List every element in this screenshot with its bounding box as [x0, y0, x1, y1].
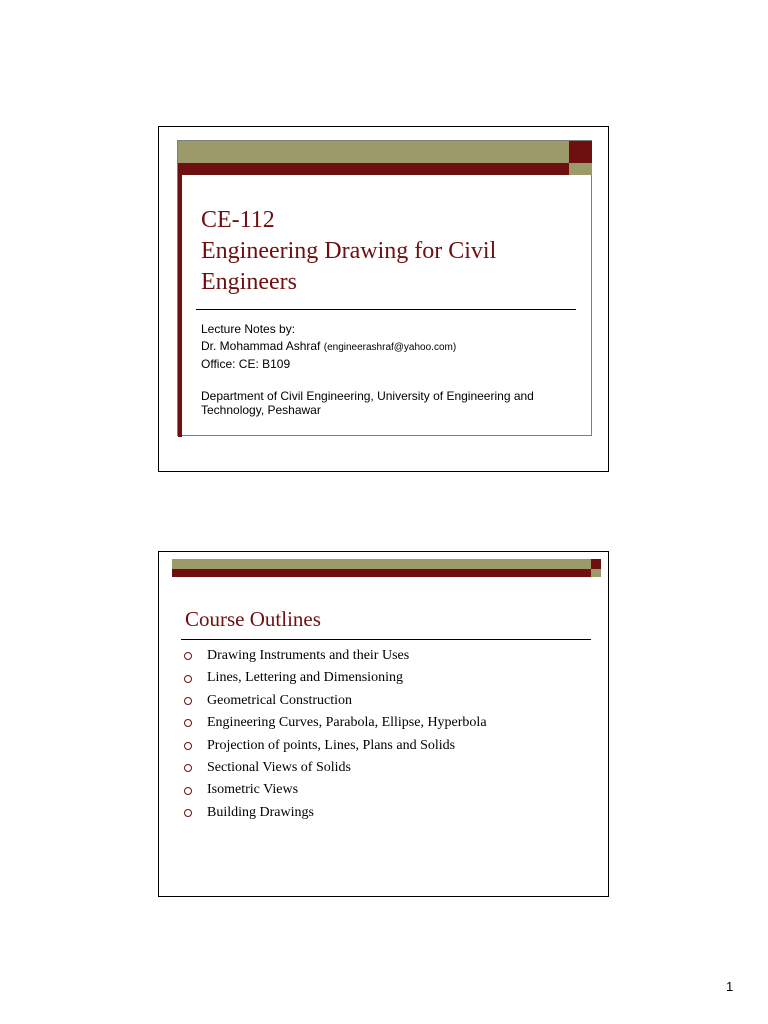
list-item	[184, 757, 487, 779]
header-olive-bar	[172, 559, 591, 569]
list-item	[184, 712, 487, 734]
slide-course-outlines	[158, 551, 609, 897]
list-item-text: Building Drawings	[207, 804, 314, 820]
list-item	[184, 667, 487, 689]
corner-olive-square	[569, 163, 592, 175]
author-line	[201, 338, 581, 356]
hollow-circle-icon	[184, 809, 192, 817]
slide-title	[158, 126, 609, 472]
corner-olive-square	[591, 569, 601, 577]
corner-maroon-square	[591, 559, 601, 569]
list-item	[184, 802, 487, 824]
department-text: Department of Civil Engineering, University of Engineering and Technology, Peshawar	[201, 389, 534, 417]
course-name-line-1: Engineering Drawing for Civil	[201, 238, 497, 264]
heading-divider	[181, 639, 591, 640]
author-info	[201, 321, 581, 373]
list-item-text: Isometric Views	[207, 782, 299, 798]
list-item-text: Geometrical Construction	[207, 692, 353, 708]
course-code: CE-112	[201, 207, 275, 233]
list-item-text: Engineering Curves, Parabola, Ellipse, Hyperbola	[207, 715, 487, 731]
course-title	[201, 205, 561, 298]
list-item-text: Sectional Views of Solids	[207, 759, 351, 775]
author-name: Dr. Mohammad Ashraf	[201, 339, 321, 353]
list-item	[184, 735, 487, 757]
list-item	[184, 645, 487, 667]
slide-heading: Course Outlines	[185, 607, 321, 631]
corner-maroon-square	[569, 141, 592, 163]
hollow-circle-icon	[184, 719, 192, 727]
slide-title-frame	[177, 140, 592, 436]
list-item-text: Lines, Lettering and Dimensioning	[207, 670, 403, 686]
list-item-text: Projection of points, Lines, Plans and Solids	[207, 737, 456, 753]
header-maroon-bar	[172, 569, 591, 577]
title-divider	[196, 309, 576, 310]
list-item	[184, 779, 487, 801]
hollow-circle-icon	[184, 652, 192, 660]
author-email: (engineerashraf@yahoo.com)	[323, 342, 457, 353]
lecture-notes-label: Lecture Notes by:	[201, 322, 296, 336]
hollow-circle-icon	[184, 697, 192, 705]
hollow-circle-icon	[184, 787, 192, 795]
list-item-text: Drawing Instruments and their Uses	[207, 648, 410, 663]
list-item	[184, 690, 487, 712]
hollow-circle-icon	[184, 764, 192, 772]
page-number: 1	[726, 979, 734, 994]
course-outline-list	[184, 645, 487, 824]
hollow-circle-icon	[184, 742, 192, 750]
course-name-line-2: Engineers	[201, 269, 297, 295]
header-maroon-bar	[178, 163, 569, 175]
left-maroon-stripe	[178, 163, 182, 437]
header-olive-bar	[178, 141, 569, 163]
office-line: Office: CE: B109	[201, 357, 291, 371]
hollow-circle-icon	[184, 675, 192, 683]
